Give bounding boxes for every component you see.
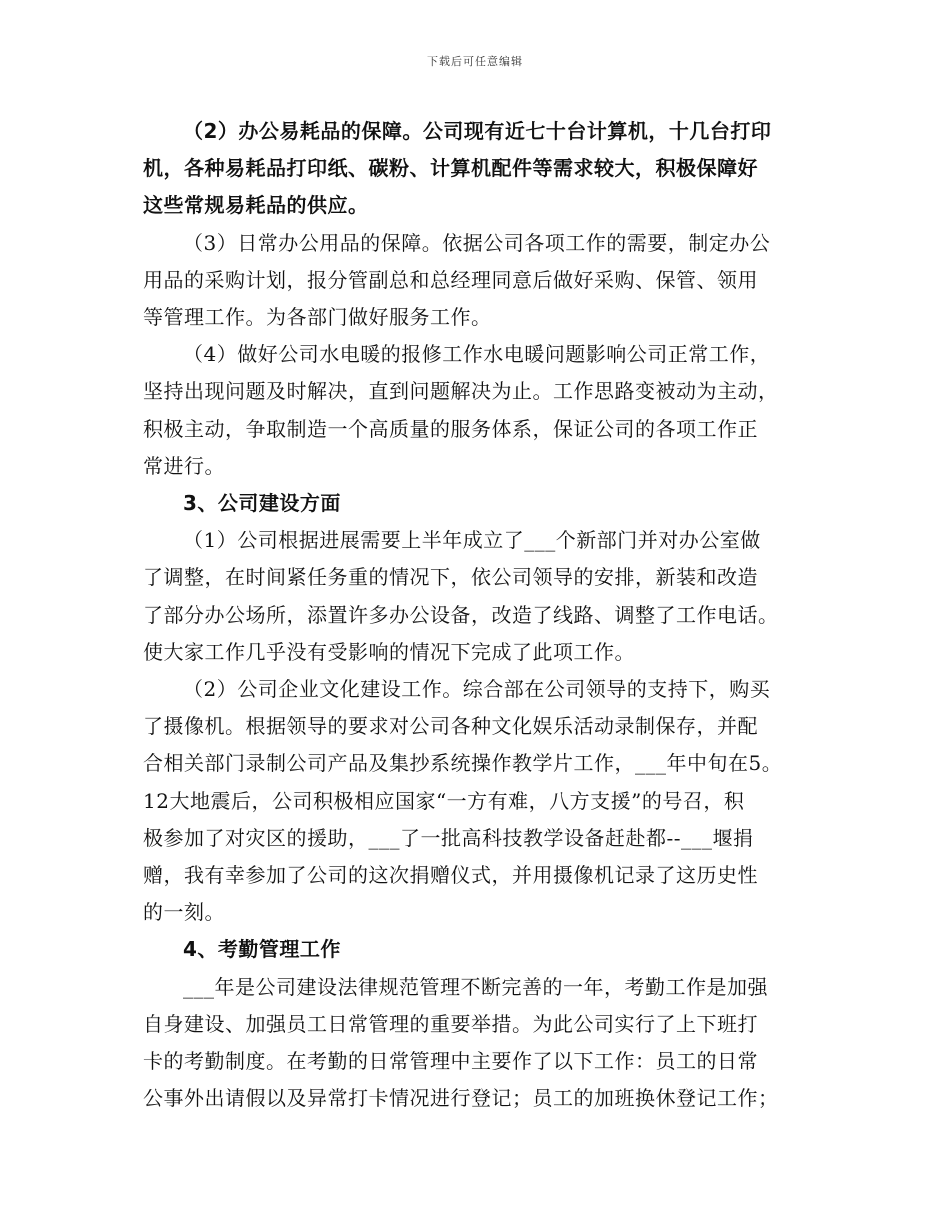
text-line: 这些常规易耗品的供应。 [143,193,369,218]
document-body [143,113,823,1117]
paragraph-consumables [143,113,823,225]
page-header-note: 下载后可任意编辑 [427,55,523,68]
text-line: （2）办公易耗品的保障。公司现有近七十台计算机，十几台打印 [183,119,772,143]
text-line: 坚持出现问题及时解决，直到问题解决为止。工作思路变被动为主动， [143,379,779,404]
paragraph-culture [143,671,823,931]
text-line: 卡的考勤制度。在考勤的日常管理中主要作了以下工作：员工的日常 [143,1049,758,1074]
text-line: 常进行。 [143,453,225,478]
text-line: ___年是公司建设法律规范管理不断完善的一年，考勤工作是加强 [183,974,768,999]
text-line: 使大家工作几乎没有受影响的情况下完成了此项工作。 [143,639,635,664]
text-line: 了调整，在时间紧任务重的情况下，依公司领导的安排，新装和改造 [143,565,758,590]
text-line: 机，各种易耗品打印纸、碳粉、计算机配件等需求较大，积极保障好 [143,156,758,181]
text-line: 12大地震后，公司积极相应国家“一方有难，八方支援”的号召，积 [143,788,745,813]
text-line: 极参加了对灾区的援助，___了一批高科技教学设备赶赴都--___堰捐 [143,825,754,850]
section-heading-attendance: 4、考勤管理工作 [183,937,341,962]
paragraph-attendance [143,969,823,1118]
text-line: 的一刻。 [143,900,225,925]
text-line: 赠，我有幸参加了公司的这次捐赠仪式，并用摄像机记录了这历史性 [143,863,758,888]
paragraph-new-department [143,522,823,671]
text-line: （1）公司根据进展需要上半年成立了___个新部门并对办公室做 [183,528,761,553]
text-line: 合相关部门录制公司产品及集抄系统操作教学片工作，___年中旬在5。 [143,751,783,776]
text-line: （3）日常办公用品的保障。依据公司各项工作的需要，制定办公 [183,230,771,255]
text-line: 用品的采购计划，报分管副总和总经理同意后做好采购、保管、领用 [143,267,758,292]
text-line: 等管理工作。为各部门做好服务工作。 [143,305,492,330]
text-line: 积极主动，争取制造一个高质量的服务体系，保证公司的各项工作正 [143,416,758,441]
text-line: 公事外出请假以及异常打卡情况进行登记；员工的加班换休登记工作； [143,1086,779,1111]
section-heading-construction: 3、公司建设方面 [183,491,341,516]
paragraph-repair [143,336,823,485]
text-line: 自身建设、加强员工日常管理的重要举措。为此公司实行了上下班打 [143,1011,758,1036]
text-line: （2）公司企业文化建设工作。综合部在公司领导的支持下，购买 [183,677,771,702]
text-line: （4）做好公司水电暖的报修工作水电暖问题影响公司正常工作， [183,342,771,367]
text-line: 了摄像机。根据领导的要求对公司各种文化娱乐活动录制保存，并配 [143,714,758,739]
text-line: 了部分办公场所，添置许多办公设备，改造了线路、调整了工作电话。 [143,602,779,627]
paragraph-office-supplies [143,225,823,337]
